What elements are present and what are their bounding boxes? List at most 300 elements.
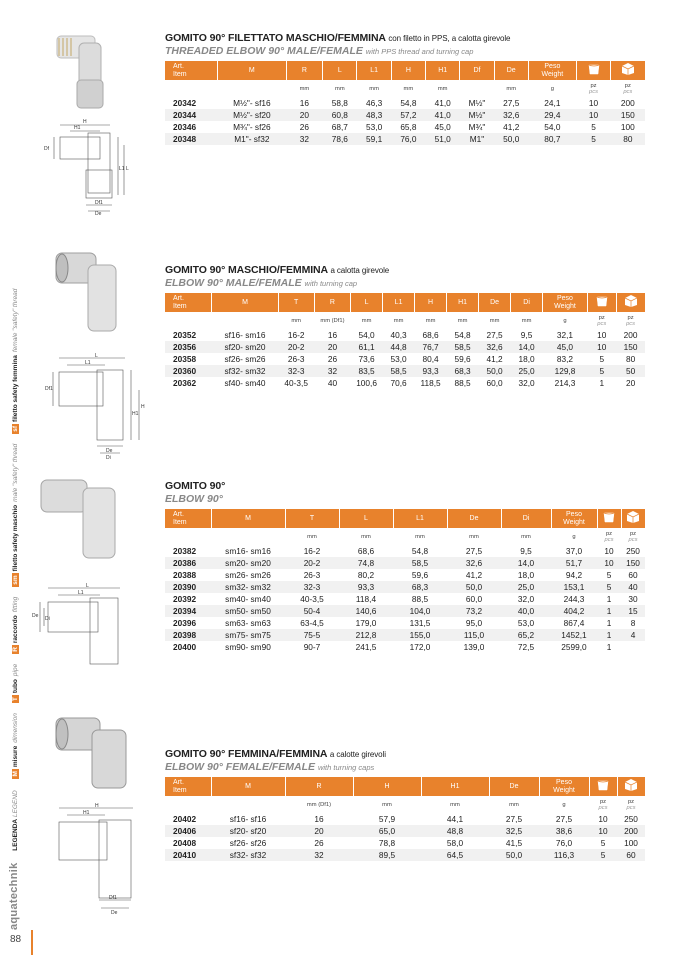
unit-cell: mm <box>509 801 519 808</box>
table-row <box>165 133 645 145</box>
table-row <box>165 593 645 605</box>
table-cell: 150 <box>611 109 645 121</box>
table-row <box>165 837 645 849</box>
table-row <box>165 569 645 581</box>
unit-cell: mm <box>506 85 517 92</box>
table-cell: 70,6 <box>383 377 415 389</box>
unit-cell: pz pcs <box>604 530 614 543</box>
legend-sidebar <box>4 290 26 940</box>
table-cell: 54,8 <box>391 97 425 109</box>
table-cell: 80,2 <box>339 569 393 581</box>
table-cell: 80,7 <box>528 133 576 145</box>
column-header: Art. Item <box>165 61 218 80</box>
table-cell: 59,6 <box>393 569 447 581</box>
dim-label: H1 <box>83 810 90 816</box>
table-cell: sm32- sm32 <box>211 581 285 593</box>
column-header: Di <box>511 293 543 312</box>
unit-cell: mm <box>521 533 531 540</box>
column-header: H <box>391 61 425 80</box>
column-header: De <box>494 61 528 80</box>
table-cell: 214,3 <box>543 377 588 389</box>
table-cell: 24,1 <box>528 97 576 109</box>
unit-cell <box>165 80 218 97</box>
table-cell: 80,4 <box>415 353 447 365</box>
table-cell: 41,2 <box>447 569 501 581</box>
table-cell: 83,2 <box>543 353 588 365</box>
table-cell: 867,4 <box>551 617 597 629</box>
bag-icon <box>596 778 610 792</box>
unit-cell: mm <box>299 85 310 92</box>
table-cell: M½"- sf16 <box>218 97 287 109</box>
table-cell: 5 <box>587 353 616 365</box>
table-cell: 16-2 <box>278 329 314 341</box>
table-cell: 32-3 <box>285 581 339 593</box>
table-cell: 32,0 <box>511 377 543 389</box>
unit-cell: mm <box>469 533 479 540</box>
table-cell: sm75- sm75 <box>211 629 285 641</box>
unit-cell: pz pcs <box>623 82 633 95</box>
table-cell: sf20- sf20 <box>211 825 285 837</box>
column-header: H1 <box>421 777 489 796</box>
legend-item: Ttubopipe <box>12 663 19 702</box>
unit-cell <box>165 312 212 329</box>
table-cell: 1452,1 <box>551 629 597 641</box>
unit-cell: pz pcs <box>598 798 608 811</box>
article-code: 20390 <box>165 581 211 593</box>
article-code: 20402 <box>165 813 211 825</box>
table-cell: M½"- sf20 <box>218 109 287 121</box>
table-cell: 129,8 <box>543 365 588 377</box>
table-cell: 8 <box>621 617 645 629</box>
table-cell: 200 <box>617 825 645 837</box>
unit-cell: mm <box>415 533 425 540</box>
page-accent-rule <box>31 930 33 955</box>
table-cell: 241,5 <box>339 641 393 653</box>
table-row <box>165 849 645 861</box>
unit-cell: g <box>562 801 566 808</box>
dim-label: H1 <box>132 411 139 417</box>
table-cell: 116,3 <box>539 849 589 861</box>
technical-drawing-elbow <box>30 580 140 675</box>
table-cell: 115,0 <box>447 629 501 641</box>
unit-cell <box>165 796 211 813</box>
table-cell: 57,9 <box>353 813 421 825</box>
legend-item: Rraccordofitting <box>12 596 19 652</box>
product-photo-threaded-elbow <box>45 18 115 113</box>
article-code: 20398 <box>165 629 211 641</box>
table-cell: 51,0 <box>426 133 460 145</box>
table-cell: 60,8 <box>323 109 357 121</box>
table-cell: 32 <box>314 365 350 377</box>
article-code: 20346 <box>165 121 218 133</box>
section-title-en: ELBOW 90° FEMALE/FEMALE with turning caps <box>165 761 375 773</box>
article-code: 20386 <box>165 557 211 569</box>
product-photo-elbow <box>35 470 130 565</box>
column-header: L1 <box>357 61 391 80</box>
unit-cell: pz pcs <box>628 530 638 543</box>
column-header: R <box>314 293 350 312</box>
table-cell: 95,0 <box>447 617 501 629</box>
table-cell: sf32- sm32 <box>212 365 278 377</box>
table-cell: M1"- sf32 <box>218 133 287 145</box>
unit-cell: mm <box>403 85 414 92</box>
table-cell: 20-2 <box>285 557 339 569</box>
table-cell: 32,6 <box>479 341 511 353</box>
dim-label: De <box>111 910 118 915</box>
unit-cell: mm <box>450 801 460 808</box>
table-cell: 25,0 <box>511 365 543 377</box>
table-cell: sm63- sm63 <box>211 617 285 629</box>
table-cell: 1 <box>597 593 621 605</box>
table-cell: 38,6 <box>539 825 589 837</box>
column-header: M <box>212 293 278 312</box>
unit-cell: mm <box>307 533 317 540</box>
table-row <box>165 629 645 641</box>
article-code: 20396 <box>165 617 211 629</box>
table-cell: 10 <box>587 329 616 341</box>
table-cell: M¾"- sf26 <box>218 121 287 133</box>
column-header: De <box>489 777 539 796</box>
unit-cell: mm <box>369 85 379 92</box>
table-cell: 27,5 <box>447 545 501 557</box>
table-cell: 68,7 <box>323 121 357 133</box>
table-cell: 50 <box>616 365 645 377</box>
unit-cell: mm <box>437 85 448 92</box>
table-cell: sf40- sm40 <box>212 377 278 389</box>
table-cell: 94,2 <box>551 569 597 581</box>
dim-label: H <box>141 404 145 410</box>
article-code: 20360 <box>165 365 212 377</box>
table-cell: 9,5 <box>501 545 551 557</box>
spec-table <box>165 293 645 389</box>
table-cell: 179,0 <box>339 617 393 629</box>
table-cell: 5 <box>589 849 617 861</box>
article-code: 20344 <box>165 109 218 121</box>
table-cell: 16 <box>314 329 350 341</box>
section-threaded-elbow <box>165 32 645 145</box>
article-code: 20406 <box>165 825 211 837</box>
table-cell: 44,1 <box>421 813 489 825</box>
table-cell: 9,5 <box>511 329 543 341</box>
dim-label: L1 <box>119 166 125 172</box>
table-cell: 139,0 <box>447 641 501 653</box>
table-cell: 59,1 <box>357 133 391 145</box>
dim-label: L1 <box>85 360 91 366</box>
table-cell: 80 <box>611 133 645 145</box>
table-cell: 68,3 <box>393 581 447 593</box>
article-code: 20342 <box>165 97 218 109</box>
unit-cell: g <box>572 533 576 540</box>
column-header: H1 <box>426 61 460 80</box>
table-cell: 1 <box>597 617 621 629</box>
table-cell: 68,6 <box>339 545 393 557</box>
table-header-row <box>165 293 645 312</box>
table-cell: 53,0 <box>357 121 391 133</box>
section-title-en: THREADED ELBOW 90° MALE/FEMALE with PPS thread and turning cap <box>165 45 474 57</box>
bag-icon-header <box>587 293 616 312</box>
table-cell: M½" <box>460 109 494 121</box>
table-cell: 172,0 <box>393 641 447 653</box>
bag-icon-header <box>597 509 621 528</box>
table-cell: 54,8 <box>393 545 447 557</box>
table-cell: 5 <box>597 569 621 581</box>
table-row <box>165 813 645 825</box>
table-cell: sf26- sf26 <box>211 837 285 849</box>
article-code: 20394 <box>165 605 211 617</box>
spec-table <box>165 777 645 861</box>
table-cell: 65,0 <box>353 825 421 837</box>
table-cell: sf26- sm26 <box>212 353 278 365</box>
table-cell: 16-2 <box>285 545 339 557</box>
table-cell: 40 <box>314 377 350 389</box>
table-cell: 32,1 <box>543 329 588 341</box>
box-icon-header <box>611 61 645 80</box>
table-cell: 58,8 <box>323 97 357 109</box>
article-code: 20410 <box>165 849 211 861</box>
units-row <box>165 80 645 97</box>
table-cell: 40-3,5 <box>278 377 314 389</box>
table-cell: 60,0 <box>447 593 501 605</box>
dim-label: L <box>126 166 129 172</box>
unit-cell: mm <box>393 317 404 324</box>
table-cell: 40,3 <box>383 329 415 341</box>
dim-label: L <box>95 353 98 359</box>
unit-cell: mm <box>457 317 468 324</box>
legend-label-en: LEGEND <box>12 790 19 818</box>
column-header: De <box>479 293 511 312</box>
table-cell: M¾" <box>460 121 494 133</box>
box-icon <box>623 778 639 792</box>
column-header: L1 <box>383 293 415 312</box>
table-cell: 64,5 <box>421 849 489 861</box>
table-cell: 14,0 <box>501 557 551 569</box>
table-cell: 54,0 <box>351 329 383 341</box>
table-cell: 50,0 <box>479 365 511 377</box>
section-title: GOMITO 90° MASCHIO/FEMMINA a calotta girevole <box>165 264 390 276</box>
dim-label: H <box>95 803 99 809</box>
table-cell: 65,2 <box>501 629 551 641</box>
table-cell: 200 <box>616 329 645 341</box>
dim-label: De <box>106 448 113 454</box>
dim-label: H <box>83 119 87 125</box>
column-header: Peso Weight <box>551 509 597 528</box>
table-cell: 80 <box>616 353 645 365</box>
column-header: Art. Item <box>165 509 211 528</box>
column-header: L <box>339 509 393 528</box>
table-cell: 244,3 <box>551 593 597 605</box>
table-cell: 48,8 <box>421 825 489 837</box>
legend-label: LEGENDA <box>12 818 19 851</box>
table-cell: 16 <box>285 813 353 825</box>
section-title: GOMITO 90° FILETTATO MASCHIO/FEMMINA con filetto in PPS, a calotta girevole <box>165 32 511 44</box>
unit-cell: g <box>550 85 554 92</box>
table-cell: 93,3 <box>415 365 447 377</box>
column-header: Art. Item <box>165 777 211 796</box>
article-code: 20382 <box>165 545 211 557</box>
spec-table <box>165 61 645 145</box>
box-icon <box>625 510 641 524</box>
table-cell: 50-4 <box>285 605 339 617</box>
table-row <box>165 641 645 653</box>
column-header: Peso Weight <box>543 293 588 312</box>
table-cell: M½" <box>460 97 494 109</box>
table-cell: 41,0 <box>426 97 460 109</box>
table-cell: 68,6 <box>415 329 447 341</box>
table-cell: 32-3 <box>278 365 314 377</box>
unit-cell <box>460 80 494 97</box>
table-cell: 93,3 <box>339 581 393 593</box>
table-row <box>165 825 645 837</box>
table-cell: 155,0 <box>393 629 447 641</box>
table-cell: 5 <box>597 581 621 593</box>
table-cell: 53,0 <box>383 353 415 365</box>
dim-label: Di <box>106 455 111 460</box>
section-male-female-elbow <box>165 264 645 389</box>
table-cell: sf32- sf32 <box>211 849 285 861</box>
section-elbow <box>165 480 645 653</box>
table-cell: 250 <box>617 813 645 825</box>
table-cell: 73,2 <box>447 605 501 617</box>
article-code: 20408 <box>165 837 211 849</box>
table-cell: 76,7 <box>415 341 447 353</box>
table-cell: 45,0 <box>426 121 460 133</box>
unit-cell: pz pcs <box>589 82 599 95</box>
table-cell: 32 <box>286 133 323 145</box>
table-cell: 2599,0 <box>551 641 597 653</box>
article-code: 20388 <box>165 569 211 581</box>
table-cell: 41,2 <box>479 353 511 365</box>
table-header-row <box>165 61 645 80</box>
unit-cell: g <box>563 317 567 324</box>
table-cell: 153,1 <box>551 581 597 593</box>
units-row <box>165 312 645 329</box>
article-code: 20400 <box>165 641 211 653</box>
column-header: R <box>285 777 353 796</box>
table-cell: 58,5 <box>383 365 415 377</box>
table-cell: 40,0 <box>501 605 551 617</box>
table-cell: 65,8 <box>391 121 425 133</box>
table-row <box>165 377 645 389</box>
box-icon-header <box>621 509 645 528</box>
bag-icon-header <box>576 61 610 80</box>
unit-cell: pz pcs <box>626 798 636 811</box>
column-header: M <box>218 61 287 80</box>
table-cell: 27,5 <box>489 813 539 825</box>
table-cell: 10 <box>597 545 621 557</box>
article-code: 20362 <box>165 377 212 389</box>
technical-drawing-male-female-elbow <box>45 350 145 460</box>
column-header: T <box>278 293 314 312</box>
table-cell: 41,2 <box>494 121 528 133</box>
box-icon <box>620 62 636 76</box>
bag-icon-header <box>589 777 617 796</box>
table-cell: 27,5 <box>539 813 589 825</box>
table-cell: 26 <box>314 353 350 365</box>
table-cell: 63-4,5 <box>285 617 339 629</box>
units-row <box>165 796 645 813</box>
unit-cell <box>218 80 287 97</box>
table-cell: 59,6 <box>447 353 479 365</box>
table-cell: 118,4 <box>339 593 393 605</box>
legend-item: Mmisuredimension <box>12 713 19 777</box>
table-cell: 32,6 <box>494 109 528 121</box>
table-cell: 72,5 <box>501 641 551 653</box>
article-code: 20392 <box>165 593 211 605</box>
box-icon-header <box>617 777 645 796</box>
table-cell: 14,0 <box>511 341 543 353</box>
table-cell: 10 <box>597 557 621 569</box>
dim-label: Di <box>45 616 50 622</box>
column-header: Peso Weight <box>528 61 576 80</box>
unit-cell: mm <box>382 801 392 808</box>
table-row <box>165 617 645 629</box>
table-cell: 45,0 <box>543 341 588 353</box>
column-header: Peso Weight <box>539 777 589 796</box>
table-cell: 26 <box>286 121 323 133</box>
table-cell: 131,5 <box>393 617 447 629</box>
table-cell <box>621 641 645 653</box>
bag-icon <box>602 510 616 524</box>
table-cell: 76,0 <box>391 133 425 145</box>
table-cell: sm50- sm50 <box>211 605 285 617</box>
article-code: 20358 <box>165 353 212 365</box>
table-cell: 50,0 <box>489 849 539 861</box>
table-cell: 88,5 <box>447 377 479 389</box>
table-row <box>165 97 645 109</box>
table-cell: 54,8 <box>447 329 479 341</box>
table-cell: 60,0 <box>479 377 511 389</box>
section-title: GOMITO 90° <box>165 480 226 492</box>
table-cell: 212,8 <box>339 629 393 641</box>
table-cell: 5 <box>576 121 610 133</box>
column-header: Di <box>501 509 551 528</box>
table-cell: 20-2 <box>278 341 314 353</box>
table-cell: 44,8 <box>383 341 415 353</box>
bag-icon <box>587 62 601 76</box>
table-cell: 90-7 <box>285 641 339 653</box>
table-cell: 26-3 <box>285 569 339 581</box>
table-cell: 404,2 <box>551 605 597 617</box>
table-cell: 1 <box>597 629 621 641</box>
technical-drawing-threaded-elbow <box>40 115 135 215</box>
table-cell: sf16- sf16 <box>211 813 285 825</box>
unit-cell: mm <box>291 317 302 324</box>
table-cell: 10 <box>587 341 616 353</box>
table-cell: 104,0 <box>393 605 447 617</box>
unit-cell: mm <box>361 317 372 324</box>
table-cell: sf20- sm20 <box>212 341 278 353</box>
box-icon <box>623 294 639 308</box>
product-photo-female-female-elbow <box>48 710 133 795</box>
table-cell: 10 <box>576 109 610 121</box>
column-header: H <box>415 293 447 312</box>
table-cell: 18,0 <box>511 353 543 365</box>
column-header: T <box>285 509 339 528</box>
table-cell: 60 <box>617 849 645 861</box>
table-cell: sf16- sm16 <box>212 329 278 341</box>
table-row <box>165 365 645 377</box>
unit-cell: pz pcs <box>626 314 636 327</box>
table-cell: 100,6 <box>351 377 383 389</box>
article-code: 20348 <box>165 133 218 145</box>
column-header: M <box>211 509 285 528</box>
table-cell: 58,5 <box>393 557 447 569</box>
table-row <box>165 109 645 121</box>
table-cell: 83,5 <box>351 365 383 377</box>
table-cell: 75-5 <box>285 629 339 641</box>
table-cell: 30 <box>621 593 645 605</box>
table-header-row <box>165 777 645 796</box>
